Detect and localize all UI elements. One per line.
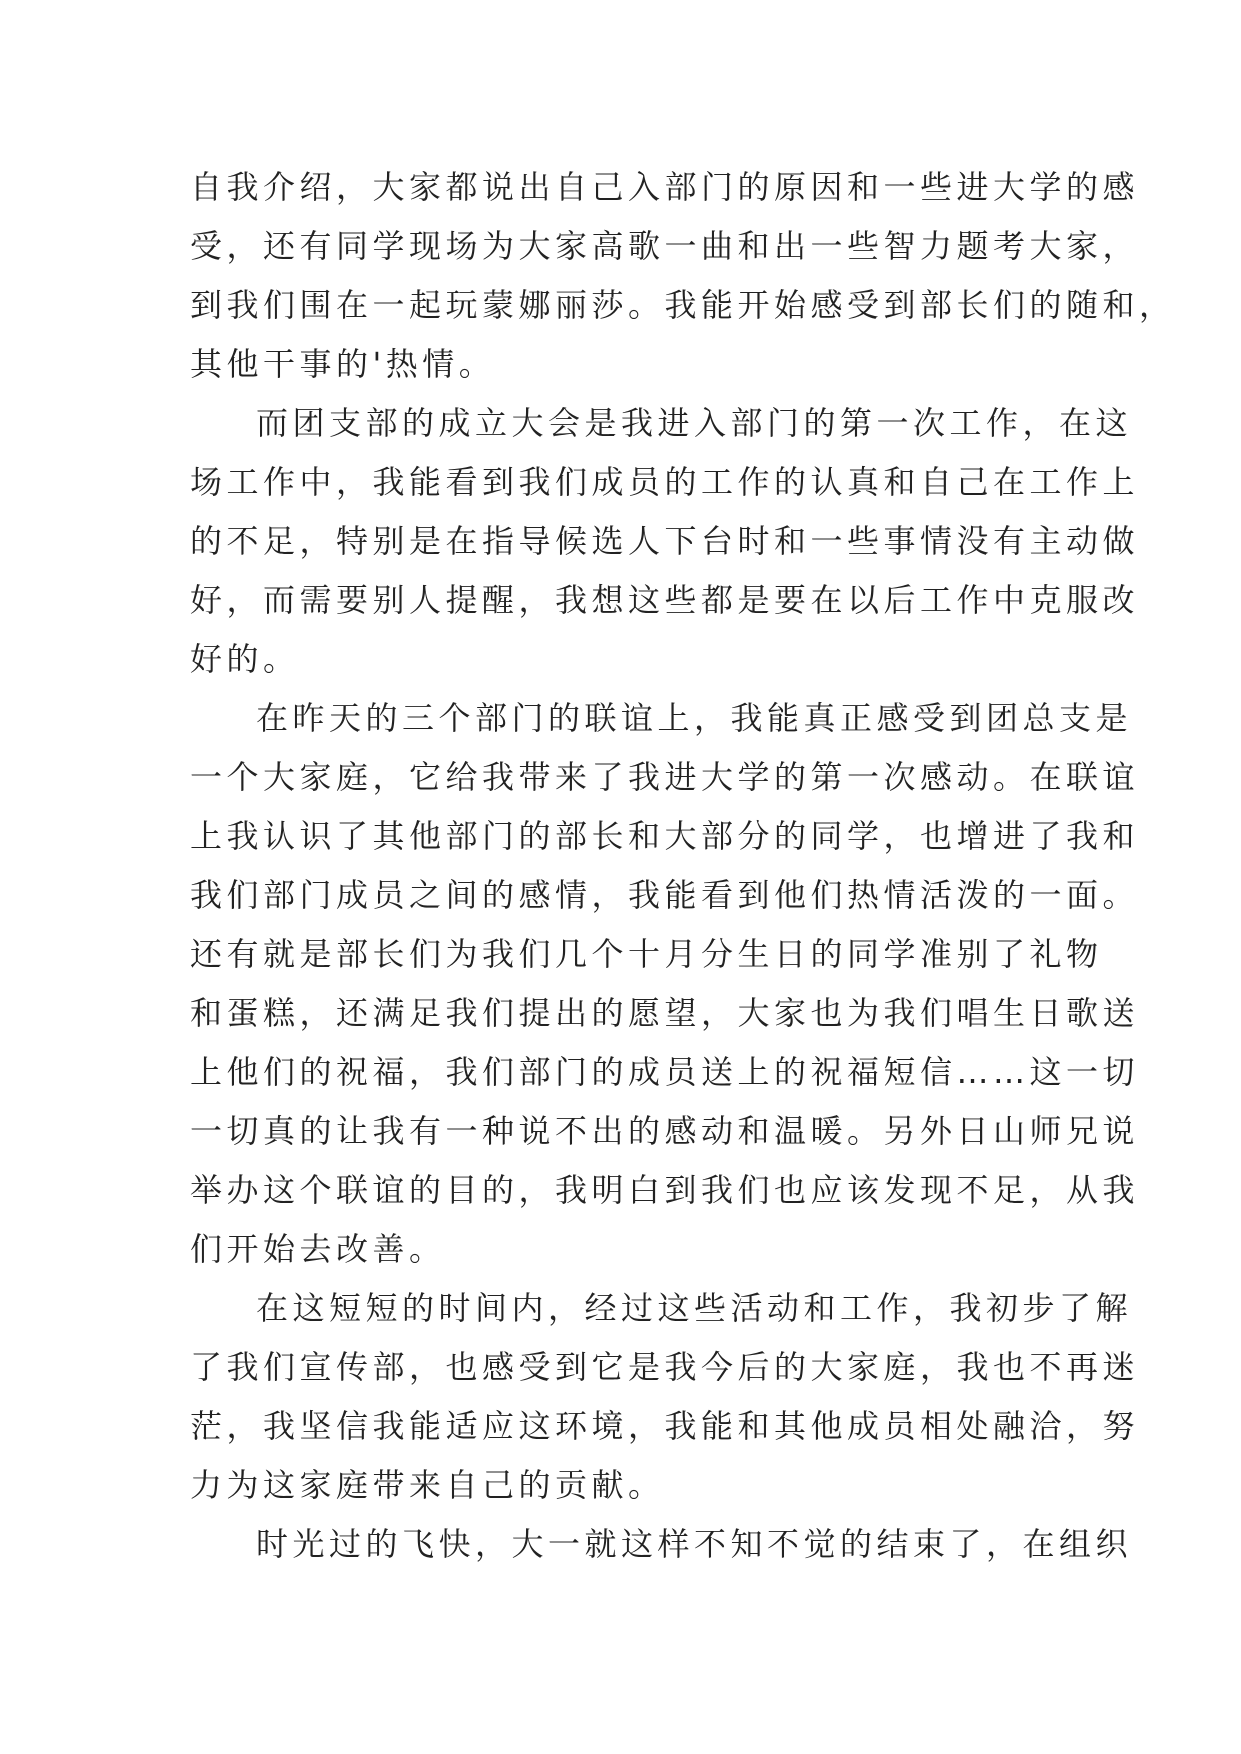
text-line: 的不足，特别是在指导候选人下台时和一些事情没有主动做 bbox=[190, 522, 1140, 560]
paragraph-first-line: 时光过的飞快，大一就这样不知不觉的结束了，在组织 bbox=[256, 1525, 1133, 1563]
text-line: 们开始去改善。 bbox=[190, 1230, 446, 1268]
text-line: 上他们的祝福，我们部门的成员送上的祝福短信……这一切 bbox=[190, 1053, 1140, 1091]
text-line: 上我认识了其他部门的部长和大部分的同学，也增进了我和 bbox=[190, 817, 1140, 855]
body-text bbox=[190, 158, 1176, 1574]
text-line: 自我介绍，大家都说出自己入部门的原因和一些进大学的感 bbox=[190, 168, 1140, 206]
text-line: 受，还有同学现场为大家高歌一曲和出一些智力题考大家， bbox=[190, 227, 1140, 265]
text-line: 其他干事的'热情。 bbox=[190, 345, 496, 383]
text-line: 一切真的让我有一种说不出的感动和温暖。另外日山师兄说 bbox=[190, 1112, 1140, 1150]
text-line: 一个大家庭，它给我带来了我进大学的第一次感动。在联谊 bbox=[190, 758, 1140, 796]
paragraph-first-line: 而团支部的成立大会是我进入部门的第一次工作，在这 bbox=[256, 404, 1133, 442]
text-line: 举办这个联谊的目的，我明白到我们也应该发现不足，从我 bbox=[190, 1171, 1140, 1209]
text-line: 好的。 bbox=[190, 640, 300, 678]
text-line: 还有就是部长们为我们几个十月分生日的同学准别了礼物 bbox=[190, 935, 1103, 973]
text-line: 到我们围在一起玩蒙娜丽莎。我能开始感受到部长们的随和， bbox=[190, 286, 1176, 324]
text-line: 了我们宣传部，也感受到它是我今后的大家庭，我也不再迷 bbox=[190, 1348, 1140, 1386]
text-line: 力为这家庭带来自己的贡献。 bbox=[190, 1466, 665, 1504]
text-line: 和蛋糕，还满足我们提出的愿望，大家也为我们唱生日歌送 bbox=[190, 994, 1140, 1032]
text-line: 场工作中，我能看到我们成员的工作的认真和自己在工作上 bbox=[190, 463, 1140, 501]
paragraph-first-line: 在昨天的三个部门的联谊上，我能真正感受到团总支是 bbox=[256, 699, 1133, 737]
paragraph-first-line: 在这短短的时间内，经过这些活动和工作，我初步了解 bbox=[256, 1289, 1133, 1327]
text-line: 我们部门成员之间的感情，我能看到他们热情活泼的一面。 bbox=[190, 876, 1140, 914]
text-line: 好，而需要别人提醒，我想这些都是要在以后工作中克服改 bbox=[190, 581, 1140, 619]
text-line: 茫，我坚信我能适应这环境，我能和其他成员相处融洽，努 bbox=[190, 1407, 1140, 1445]
